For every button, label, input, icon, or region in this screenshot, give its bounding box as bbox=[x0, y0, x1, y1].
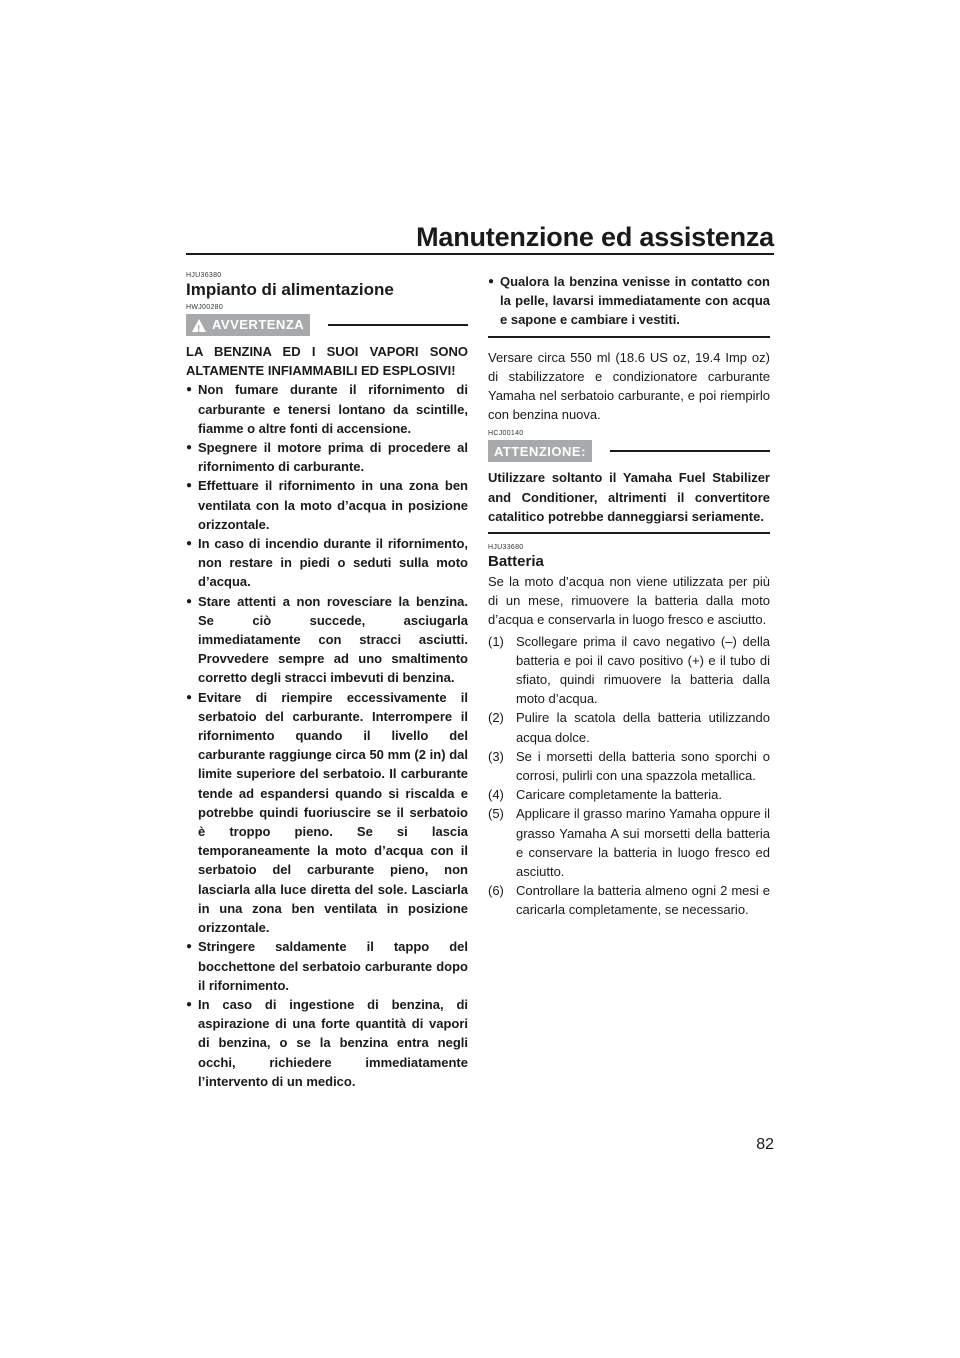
battery-code: HJU33680 bbox=[488, 544, 524, 552]
warning-badge bbox=[186, 314, 310, 336]
warning-list-continued bbox=[488, 272, 770, 330]
warning-triangle-icon bbox=[192, 319, 206, 332]
stabilizer-paragraph: Versare circa 550 ml (18.6 US oz, 19.4 Imp oz) di stabilizzatore e condizionatore carburante Yamaha nel serbatoio carburante, e poi riempirlo con benzina nuova. bbox=[488, 349, 770, 423]
battery-step: (3) Se i morsetti della batteria sono sporchi o corrosi, pulirli con una spazzola metallica. bbox=[488, 748, 770, 784]
warning-bullet: ● Evitare di riempire eccessivamente il serbatoio del carburante. Interrompere il rifornimento quando il livello del carburante raggiunge circa 50 mm (2 in) dal limite superiore del serbatoio. Il carburante tende ad espandersi quando si riscalda e potrebbe quindi fuoriuscire se il serbatoio è troppo pieno. Se si lascia temporaneamente la moto d’acqua con il serbatoio del carburante pieno, non lasciarla alla luce diretta del sole. Lasciarla in una zona ben ventilata in posizione orizzontale. bbox=[186, 688, 468, 938]
caution-label: ATTENZIONE: bbox=[494, 443, 586, 459]
warning-end-rule bbox=[488, 336, 770, 338]
battery-intro: Se la moto d’acqua non viene utilizzata per più di un mese, rimuovere la batteria dalla moto d’acqua e conservarla in luogo fresco e asciutto. bbox=[488, 574, 770, 628]
warning-label: AVVERTENZA bbox=[212, 317, 305, 333]
warning-intro: LA BENZINA ED I SUOI VAPORI SONO ALTAMENTE INFIAMMABILI ED ESPLOSIVI! bbox=[186, 344, 468, 379]
warning-rule bbox=[328, 324, 468, 326]
warning-bullet: ● In caso di ingestione di benzina, di aspirazione di una forte quantità di vapori di benzina, o se la benzina entra negli occhi, richiedere immediatamente l’intervento di un medico. bbox=[186, 995, 468, 1091]
warning-bullet: ● Spegnere il motore prima di procedere al rifornimento di carburante. bbox=[186, 438, 468, 476]
left-column bbox=[186, 272, 468, 1091]
battery-steps bbox=[488, 632, 770, 920]
warning-bullet: ● Stringere saldamente il tappo del bocchettone del serbatoio carburante dopo il rifornimento. bbox=[186, 937, 468, 995]
caution-code: HCJ00140 bbox=[488, 430, 524, 438]
caution-header bbox=[488, 440, 770, 462]
battery-step: (1) Scollegare prima il cavo negativo (–) della batteria e poi il cavo positivo (+) e il tubo di sfiato, quindi rimuovere la batteria dalla moto d’acqua. bbox=[488, 633, 770, 707]
warning-bullet: ● In caso di incendio durante il rifornimento, non restare in piedi o seduti sulla moto d’acqua. bbox=[186, 534, 468, 592]
battery-step: (5) Applicare il grasso marino Yamaha oppure il grasso Yamaha A sui morsetti della batteria e conservare la batteria in luogo fresco ed asciutto. bbox=[488, 806, 770, 880]
battery-section-title: Batteria bbox=[488, 553, 544, 571]
header-rule bbox=[186, 253, 774, 255]
warning-bullet: ● Stare attenti a non rovesciare la benzina. Se ciò succede, asciugarla immediatamente con stracci asciutti. Provvedere sempre ad uno smaltimento corretto degli stracci imbevuti di benzina. bbox=[186, 592, 468, 688]
caution-text: Utilizzare soltanto il Yamaha Fuel Stabilizer and Conditioner, altrimenti il convertitore catalitico potrebbe danneggiarsi seriamente. bbox=[488, 470, 770, 524]
right-column bbox=[488, 272, 770, 920]
caution-badge bbox=[488, 440, 592, 462]
warning-list bbox=[186, 380, 468, 1091]
fuel-section-title: Impianto di alimentazione bbox=[186, 280, 394, 299]
page-title: Manutenzione ed assistenza bbox=[416, 222, 774, 252]
caution-rule bbox=[610, 450, 770, 452]
section-code: HJU36380 bbox=[186, 272, 222, 279]
page-number: 82 bbox=[756, 1136, 774, 1153]
warning-code: HWJ00280 bbox=[186, 304, 224, 311]
warning-bullet: ● Qualora la benzina venisse in contatto con la pelle, lavarsi immediatamente con acqua e sapone e cambiare i vestiti. bbox=[488, 272, 770, 330]
battery-step: (2) Pulire la scatola della batteria utilizzando acqua dolce. bbox=[488, 710, 770, 745]
battery-step: (4) Caricare completamente la batteria. bbox=[488, 787, 722, 803]
warning-bullet: ● Effettuare il rifornimento in una zona ben ventilata con la moto d’acqua in posizione orizzontale. bbox=[186, 476, 468, 534]
caution-end-rule bbox=[488, 532, 770, 534]
warning-bullet: ● Non fumare durante il rifornimento di carburante e tenersi lontano da scintille, fiamme o altre fonti di accensione. bbox=[186, 380, 468, 438]
warning-header bbox=[186, 314, 468, 336]
battery-step: (6) Controllare la batteria almeno ogni 2 mesi e caricarla completamente, se necessario. bbox=[488, 883, 770, 918]
